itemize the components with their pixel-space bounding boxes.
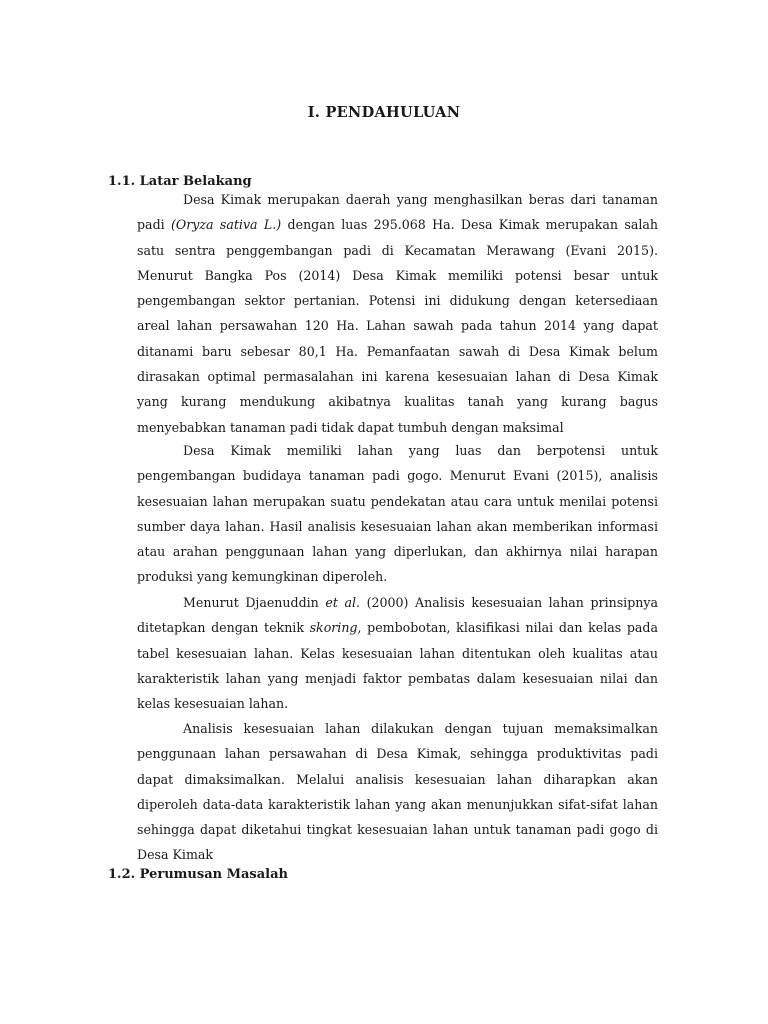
section-heading-perumusan-masalah: 1.2. Perumusan Masalah	[108, 867, 288, 882]
paragraph-4: Analisis kesesuaian lahan dilakukan dengan tujuan memaksimalkan penggunaan lahan persawahan di Desa Kimak, sehingga produktivitas padi dapat dimaksimalkan. Melalui analisis kesesuaian lahan diharapkan akan diperoleh data-data karakteristik lahan yang akan menunjukkan sifat-sifat lahan sehingga dapat diketahui tingkat kesesuaian lahan untuk tanaman padi gogo di Desa Kimak	[137, 721, 658, 863]
paragraph-1	[137, 187, 658, 440]
paragraph-3-text-c: , pembobotan, klasifikasi nilai dan kelas pada tabel kesesuaian lahan. Kelas kesesuaian lahan ditentukan oleh kualitas atau karakteristik lahan yang menjadi faktor pembatas dalam kesesuaian nilai dan kelas kesesuaian lahan.	[137, 620, 658, 712]
species-name: (Oryza sativa L.)	[171, 217, 282, 233]
paragraph-1-text-b: dengan luas 295.068 Ha. Desa Kimak merupakan salah satu sentra penggembangan padi di Kecamatan Merawang (Evani 2015). Menurut Bangka Pos (2014) Desa Kimak memiliki potensi besar untuk pengembangan sektor pertanian. Potensi ini didukung dengan ketersediaan areal lahan persawahan 120 Ha. Lahan sawah pada tahun 2014 yang dapat ditanami baru sebesar 80,1 Ha. Pemanfaatan sawah di Desa Kimak belum dirasakan optimal permasalahan ini karena kesesuaian lahan di Desa Kimak yang kurang mendukung akibatnya kualitas tanah yang kurang bagus menyebabkan tanaman padi tidak dapat tumbuh dengan maksimal	[137, 217, 658, 435]
chapter-title: I. PENDAHULUAN	[307, 104, 461, 121]
paragraph-3-text-b: (2000) Analisis kesesuaian lahan prinsipnya ditetapkan dengan teknik	[137, 595, 659, 636]
paragraph-3-text-a: Menurut Djaenuddin	[183, 595, 326, 610]
section-heading-latar-belakang: 1.1. Latar Belakang	[108, 174, 252, 189]
paragraph-3	[137, 590, 658, 716]
paragraph-1-text-a: Desa Kimak merupakan daerah yang menghasilkan beras dari tanaman padi	[137, 192, 658, 233]
skoring-term: skoring	[309, 620, 358, 636]
et-al: et al.	[325, 595, 361, 610]
paragraph-2: Desa Kimak memiliki lahan yang luas dan berpotensi untuk pengembangan budidaya tanaman padi gogo. Menurut Evani (2015), analisis kesesuaian lahan merupakan suatu pendekatan atau cara untuk menilai potensi sumber daya lahan. Hasil analisis kesesuaian lahan akan memberikan informasi atau arahan penggunaan lahan yang diperlukan, dan akhirnya nilai harapan produksi yang kemungkinan diperoleh.	[137, 443, 658, 585]
